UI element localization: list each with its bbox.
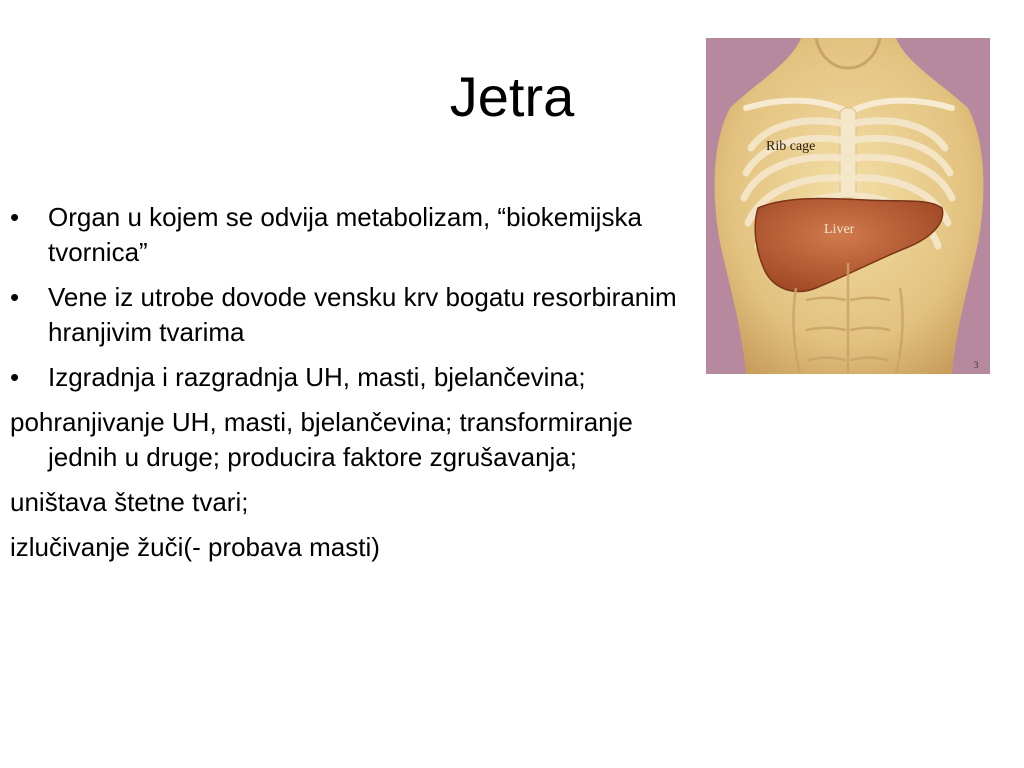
bullet-dot: • — [10, 282, 20, 312]
page-mark: 3 — [974, 360, 979, 370]
bullet-item — [10, 360, 690, 395]
bullet-text: Vene iz utrobe dovode vensku krv bogatu resorbiranim hranjivim tvarima — [48, 282, 677, 347]
bullet-item — [10, 280, 690, 350]
slide-title: Jetra — [449, 65, 575, 128]
paragraph-item: izlučivanje žuči(- probava masti) — [10, 532, 380, 562]
bullet-text: Organ u kojem se odvija metabolizam, “biokemijska tvornica” — [48, 202, 642, 267]
liver-label: Liver — [824, 222, 855, 237]
liver-anatomy-image — [706, 38, 990, 374]
bullet-item — [10, 200, 690, 270]
torso-illustration — [706, 38, 990, 374]
bullet-text: Izgradnja i razgradnja UH, masti, bjelančevina; — [48, 362, 586, 392]
rib-cage-label: Rib cage — [766, 139, 816, 154]
slide-body — [10, 200, 690, 575]
bullet-dot: • — [10, 362, 20, 392]
bullet-dot: • — [10, 202, 20, 232]
paragraph-item: pohranjivanje UH, masti, bjelančevina; transformiranje jednih u druge; producira faktore zgrušavanja; — [10, 407, 633, 472]
paragraph-item: uništava štetne tvari; — [10, 487, 249, 517]
